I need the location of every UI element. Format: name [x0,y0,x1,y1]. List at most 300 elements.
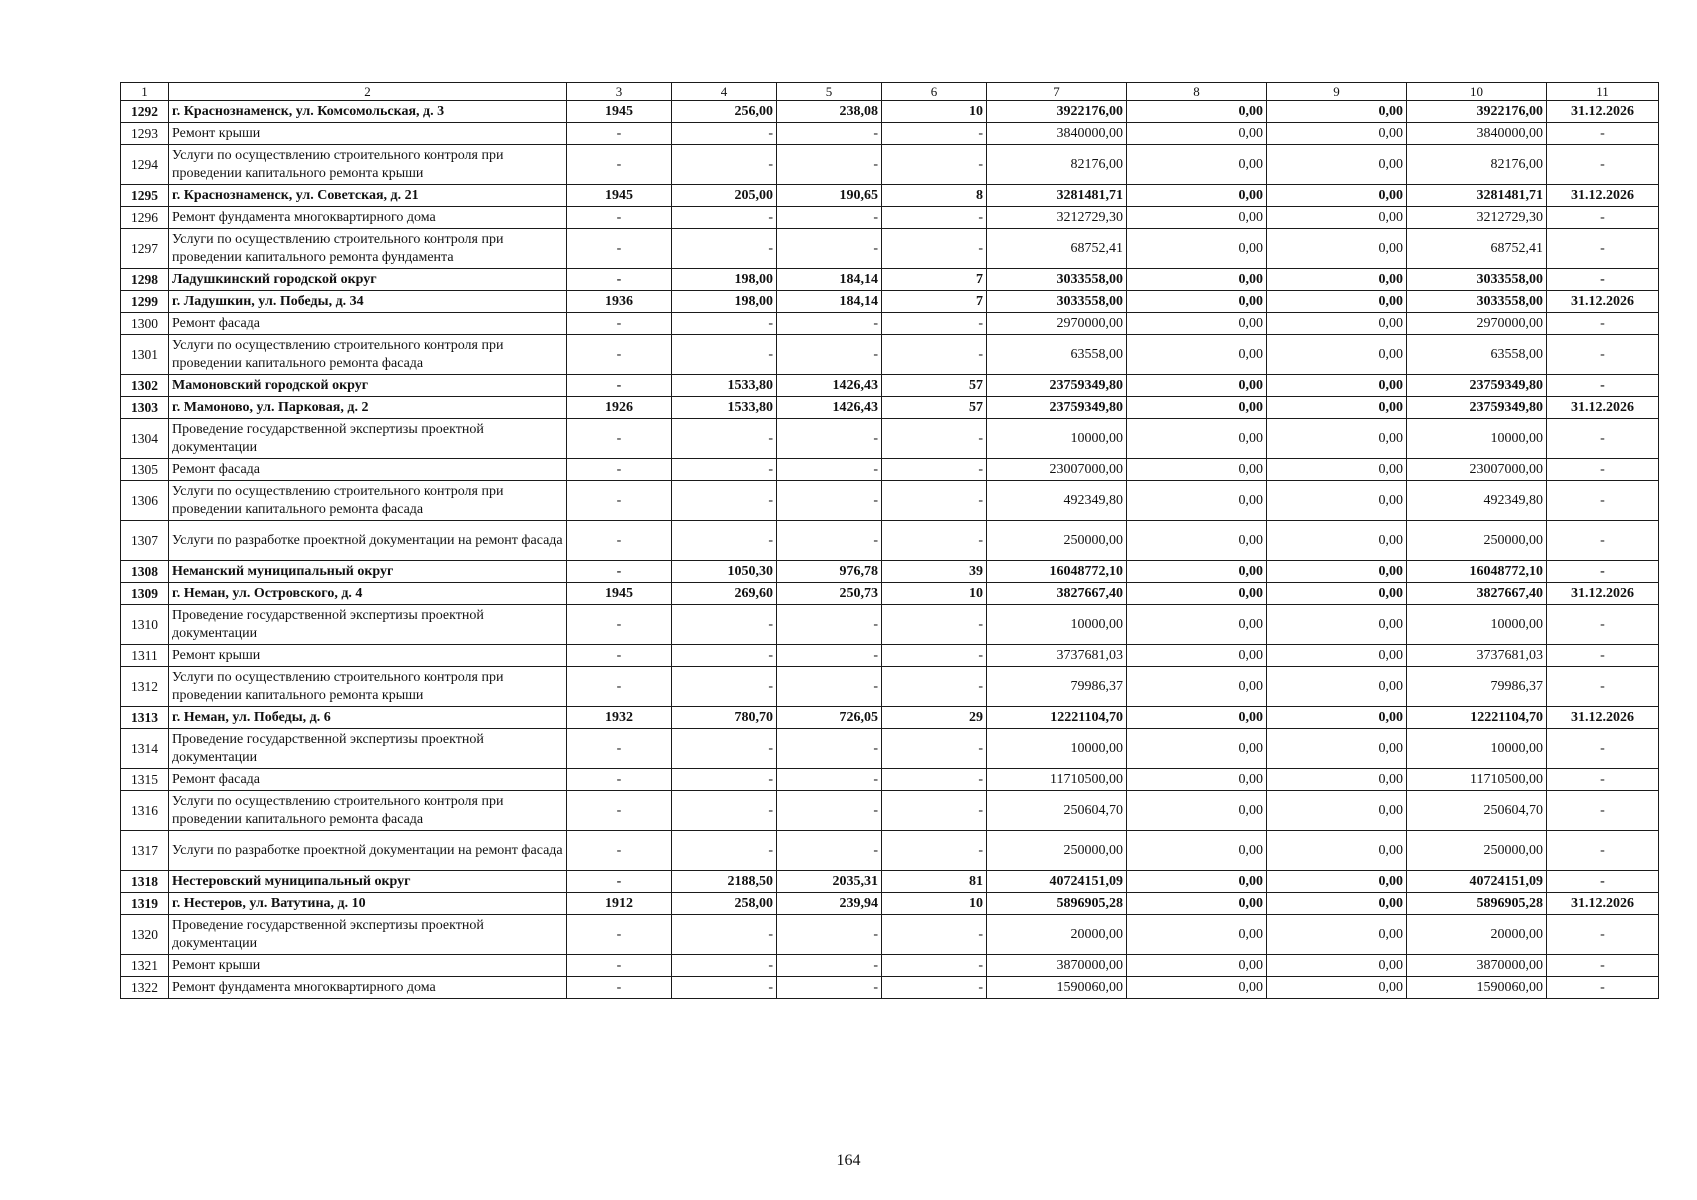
living-area: - [777,459,882,481]
completion-date: - [1547,955,1659,977]
fund-cost: 0,00 [1127,893,1267,915]
total-cost: 40724151,09 [987,871,1127,893]
living-area: 190,65 [777,185,882,207]
completion-date: - [1547,481,1659,521]
row-description: г. Неман, ул. Победы, д. 6 [169,707,567,729]
total-area: 258,00 [672,893,777,915]
living-area: - [777,145,882,185]
row-description: г. Краснознаменск, ул. Комсомольская, д. 3 [169,101,567,123]
living-area: - [777,831,882,871]
build-year: - [567,605,672,645]
fund-cost: 0,00 [1127,419,1267,459]
total-cost: 12221104,70 [987,707,1127,729]
residents-count: - [882,769,987,791]
fund-cost: 0,00 [1127,915,1267,955]
total-area: 198,00 [672,269,777,291]
completion-date: 31.12.2026 [1547,291,1659,313]
residents-count: 29 [882,707,987,729]
fund-cost: 0,00 [1127,375,1267,397]
fund-cost: 0,00 [1127,645,1267,667]
row-description: Мамоновский городской округ [169,375,567,397]
total-cost: 492349,80 [987,481,1127,521]
living-area: 239,94 [777,893,882,915]
column-number-1: 1 [121,83,169,101]
build-year: - [567,915,672,955]
table-row [121,269,1659,291]
row-number: 1292 [121,101,169,123]
fund-cost: 0,00 [1127,605,1267,645]
table-row [121,871,1659,893]
residents-count: - [882,207,987,229]
fund-cost: 0,00 [1127,707,1267,729]
residents-count: - [882,229,987,269]
total-cost: 250000,00 [987,831,1127,871]
total-area: - [672,459,777,481]
residents-count: 39 [882,561,987,583]
living-area: 2035,31 [777,871,882,893]
table-row [121,207,1659,229]
build-year: - [567,375,672,397]
fund-cost: 0,00 [1127,667,1267,707]
fund-cost: 0,00 [1127,955,1267,977]
row-description: Ремонт крыши [169,123,567,145]
residents-count: 7 [882,291,987,313]
completion-date: 31.12.2026 [1547,397,1659,419]
table-row [121,915,1659,955]
fund-cost: 0,00 [1127,729,1267,769]
owners-cost: 10000,00 [1407,419,1547,459]
completion-date: 31.12.2026 [1547,185,1659,207]
completion-date: - [1547,561,1659,583]
budget-cost: 0,00 [1267,605,1407,645]
completion-date: 31.12.2026 [1547,583,1659,605]
residents-count: - [882,915,987,955]
build-year: - [567,831,672,871]
column-number-4: 4 [672,83,777,101]
owners-cost: 20000,00 [1407,915,1547,955]
build-year: - [567,955,672,977]
table-row [121,977,1659,999]
fund-cost: 0,00 [1127,561,1267,583]
completion-date: - [1547,645,1659,667]
residents-count: 10 [882,893,987,915]
row-number: 1311 [121,645,169,667]
owners-cost: 492349,80 [1407,481,1547,521]
row-description: Проведение государственной экспертизы проектной документации [169,729,567,769]
owners-cost: 79986,37 [1407,667,1547,707]
total-cost: 5896905,28 [987,893,1127,915]
fund-cost: 0,00 [1127,831,1267,871]
total-cost: 3212729,30 [987,207,1127,229]
owners-cost: 3840000,00 [1407,123,1547,145]
budget-cost: 0,00 [1267,459,1407,481]
fund-cost: 0,00 [1127,397,1267,419]
row-description: Услуги по разработке проектной документации на ремонт фасада [169,831,567,871]
living-area: - [777,229,882,269]
table-row [121,335,1659,375]
total-area: 1533,80 [672,375,777,397]
total-cost: 3827667,40 [987,583,1127,605]
living-area: 184,14 [777,291,882,313]
total-area: - [672,123,777,145]
completion-date: - [1547,229,1659,269]
column-number-9: 9 [1267,83,1407,101]
completion-date: - [1547,831,1659,871]
total-cost: 79986,37 [987,667,1127,707]
table-row [121,791,1659,831]
living-area: 726,05 [777,707,882,729]
row-description: Неманский муниципальный округ [169,561,567,583]
residents-count: - [882,481,987,521]
build-year: - [567,561,672,583]
capital-repair-table [120,82,1659,999]
living-area: - [777,419,882,459]
completion-date: - [1547,729,1659,769]
residents-count: - [882,419,987,459]
living-area: - [777,605,882,645]
budget-cost: 0,00 [1267,871,1407,893]
total-area: - [672,313,777,335]
owners-cost: 250000,00 [1407,521,1547,561]
table-row [121,707,1659,729]
row-number: 1313 [121,707,169,729]
completion-date: - [1547,269,1659,291]
total-area: 2188,50 [672,871,777,893]
table-row [121,955,1659,977]
table-row [121,729,1659,769]
living-area: - [777,207,882,229]
total-area: - [672,521,777,561]
budget-cost: 0,00 [1267,977,1407,999]
build-year: 1926 [567,397,672,419]
completion-date: 31.12.2026 [1547,101,1659,123]
row-number: 1322 [121,977,169,999]
budget-cost: 0,00 [1267,707,1407,729]
owners-cost: 3870000,00 [1407,955,1547,977]
owners-cost: 68752,41 [1407,229,1547,269]
fund-cost: 0,00 [1127,481,1267,521]
total-cost: 3033558,00 [987,291,1127,313]
budget-cost: 0,00 [1267,397,1407,419]
row-description: Ремонт крыши [169,645,567,667]
completion-date: - [1547,419,1659,459]
total-area: - [672,667,777,707]
build-year: - [567,729,672,769]
row-number: 1303 [121,397,169,419]
row-number: 1308 [121,561,169,583]
build-year: - [567,791,672,831]
fund-cost: 0,00 [1127,123,1267,145]
residents-count: - [882,977,987,999]
fund-cost: 0,00 [1127,583,1267,605]
total-area: 780,70 [672,707,777,729]
total-cost: 250000,00 [987,521,1127,561]
total-area: - [672,791,777,831]
row-description: Ремонт крыши [169,955,567,977]
budget-cost: 0,00 [1267,185,1407,207]
total-area: - [672,955,777,977]
budget-cost: 0,00 [1267,583,1407,605]
build-year: - [567,521,672,561]
row-number: 1306 [121,481,169,521]
build-year: - [567,313,672,335]
owners-cost: 10000,00 [1407,729,1547,769]
build-year: - [567,419,672,459]
residents-count: - [882,791,987,831]
fund-cost: 0,00 [1127,101,1267,123]
build-year: 1945 [567,583,672,605]
living-area: - [777,729,882,769]
row-description: Ремонт фундамента многоквартирного дома [169,207,567,229]
residents-count: 57 [882,375,987,397]
total-area: 256,00 [672,101,777,123]
owners-cost: 3737681,03 [1407,645,1547,667]
table-row [121,605,1659,645]
row-number: 1310 [121,605,169,645]
completion-date: - [1547,313,1659,335]
total-cost: 63558,00 [987,335,1127,375]
total-cost: 3870000,00 [987,955,1127,977]
living-area: - [777,667,882,707]
table-row [121,645,1659,667]
row-number: 1298 [121,269,169,291]
table-row [121,521,1659,561]
owners-cost: 250604,70 [1407,791,1547,831]
owners-cost: 5896905,28 [1407,893,1547,915]
row-number: 1309 [121,583,169,605]
budget-cost: 0,00 [1267,145,1407,185]
row-description: Услуги по осуществлению строительного контроля при проведении капитального ремонта крыши [169,667,567,707]
row-number: 1299 [121,291,169,313]
row-description: Проведение государственной экспертизы проектной документации [169,915,567,955]
column-number-6: 6 [882,83,987,101]
residents-count: - [882,645,987,667]
budget-cost: 0,00 [1267,207,1407,229]
living-area: 1426,43 [777,397,882,419]
build-year: - [567,481,672,521]
row-number: 1297 [121,229,169,269]
owners-cost: 2970000,00 [1407,313,1547,335]
total-cost: 3840000,00 [987,123,1127,145]
total-area: - [672,419,777,459]
total-cost: 23759349,80 [987,375,1127,397]
residents-count: 8 [882,185,987,207]
owners-cost: 40724151,09 [1407,871,1547,893]
row-description: Проведение государственной экспертизы проектной документации [169,419,567,459]
row-description: Услуги по осуществлению строительного контроля при проведении капитального ремонта крыши [169,145,567,185]
row-description: Нестеровский муниципальный округ [169,871,567,893]
row-number: 1315 [121,769,169,791]
build-year: - [567,871,672,893]
total-cost: 23759349,80 [987,397,1127,419]
build-year: - [567,123,672,145]
budget-cost: 0,00 [1267,769,1407,791]
total-area: - [672,831,777,871]
row-description: г. Мамоново, ул. Парковая, д. 2 [169,397,567,419]
total-cost: 68752,41 [987,229,1127,269]
build-year: 1932 [567,707,672,729]
living-area: 976,78 [777,561,882,583]
row-number: 1296 [121,207,169,229]
row-number: 1295 [121,185,169,207]
total-area: - [672,207,777,229]
budget-cost: 0,00 [1267,313,1407,335]
page-number: 164 [836,1152,861,1169]
total-area: - [672,977,777,999]
total-cost: 3033558,00 [987,269,1127,291]
build-year: 1912 [567,893,672,915]
row-description: Ремонт фасада [169,459,567,481]
budget-cost: 0,00 [1267,335,1407,375]
owners-cost: 3281481,71 [1407,185,1547,207]
table-row [121,397,1659,419]
residents-count: 57 [882,397,987,419]
row-description: Проведение государственной экспертизы проектной документации [169,605,567,645]
completion-date: - [1547,667,1659,707]
total-cost: 250604,70 [987,791,1127,831]
living-area: 250,73 [777,583,882,605]
total-area: 1533,80 [672,397,777,419]
living-area: 1426,43 [777,375,882,397]
total-area: - [672,145,777,185]
column-number-5: 5 [777,83,882,101]
owners-cost: 23759349,80 [1407,375,1547,397]
table-row [121,313,1659,335]
total-cost: 3281481,71 [987,185,1127,207]
total-cost: 16048772,10 [987,561,1127,583]
residents-count: - [882,729,987,769]
living-area: - [777,977,882,999]
table-row [121,459,1659,481]
table-body [121,83,1659,999]
fund-cost: 0,00 [1127,521,1267,561]
row-number: 1320 [121,915,169,955]
living-area: - [777,313,882,335]
total-area: - [672,605,777,645]
fund-cost: 0,00 [1127,871,1267,893]
row-description: Ремонт фундамента многоквартирного дома [169,977,567,999]
completion-date: - [1547,459,1659,481]
table-row [121,481,1659,521]
row-description: Ремонт фасада [169,313,567,335]
row-description: Услуги по осуществлению строительного контроля при проведении капитального ремонта фасада [169,791,567,831]
row-number: 1301 [121,335,169,375]
row-number: 1312 [121,667,169,707]
total-area: - [672,481,777,521]
completion-date: - [1547,769,1659,791]
table-row [121,375,1659,397]
total-cost: 20000,00 [987,915,1127,955]
owners-cost: 3827667,40 [1407,583,1547,605]
row-description: Ремонт фасада [169,769,567,791]
build-year: - [567,977,672,999]
completion-date: - [1547,521,1659,561]
living-area: 238,08 [777,101,882,123]
total-area: 1050,30 [672,561,777,583]
build-year: 1936 [567,291,672,313]
row-number: 1300 [121,313,169,335]
owners-cost: 16048772,10 [1407,561,1547,583]
owners-cost: 82176,00 [1407,145,1547,185]
build-year: - [567,207,672,229]
total-area: - [672,729,777,769]
table-row [121,769,1659,791]
owners-cost: 250000,00 [1407,831,1547,871]
completion-date: - [1547,145,1659,185]
budget-cost: 0,00 [1267,561,1407,583]
table-row [121,831,1659,871]
fund-cost: 0,00 [1127,977,1267,999]
row-number: 1307 [121,521,169,561]
residents-count: 10 [882,101,987,123]
row-number: 1293 [121,123,169,145]
budget-cost: 0,00 [1267,729,1407,769]
row-number: 1318 [121,871,169,893]
owners-cost: 10000,00 [1407,605,1547,645]
owners-cost: 3033558,00 [1407,291,1547,313]
row-description: г. Ладушкин, ул. Победы, д. 34 [169,291,567,313]
fund-cost: 0,00 [1127,459,1267,481]
living-area: - [777,955,882,977]
row-description: Услуги по осуществлению строительного контроля при проведении капитального ремонта фундамента [169,229,567,269]
residents-count: - [882,335,987,375]
column-number-3: 3 [567,83,672,101]
row-description: Услуги по осуществлению строительного контроля при проведении капитального ремонта фасада [169,335,567,375]
living-area: - [777,335,882,375]
living-area: - [777,123,882,145]
build-year: - [567,145,672,185]
residents-count: 7 [882,269,987,291]
budget-cost: 0,00 [1267,667,1407,707]
owners-cost: 12221104,70 [1407,707,1547,729]
row-number: 1314 [121,729,169,769]
row-description: Ладушкинский городской округ [169,269,567,291]
living-area: 184,14 [777,269,882,291]
budget-cost: 0,00 [1267,123,1407,145]
total-area: - [672,645,777,667]
table-row [121,893,1659,915]
owners-cost: 3212729,30 [1407,207,1547,229]
build-year: 1945 [567,101,672,123]
column-number-row [121,83,1659,101]
column-number-7: 7 [987,83,1127,101]
fund-cost: 0,00 [1127,335,1267,375]
fund-cost: 0,00 [1127,185,1267,207]
build-year: 1945 [567,185,672,207]
row-description: Услуги по осуществлению строительного контроля при проведении капитального ремонта фасада [169,481,567,521]
row-number: 1319 [121,893,169,915]
table-row [121,419,1659,459]
completion-date: - [1547,375,1659,397]
owners-cost: 3922176,00 [1407,101,1547,123]
table-row [121,185,1659,207]
column-number-11: 11 [1547,83,1659,101]
row-number: 1304 [121,419,169,459]
build-year: - [567,645,672,667]
residents-count: 10 [882,583,987,605]
residents-count: - [882,521,987,561]
build-year: - [567,269,672,291]
build-year: - [567,335,672,375]
completion-date: - [1547,871,1659,893]
residents-count: - [882,955,987,977]
total-cost: 3737681,03 [987,645,1127,667]
build-year: - [567,769,672,791]
living-area: - [777,481,882,521]
row-number: 1305 [121,459,169,481]
table-row [121,583,1659,605]
total-area: 269,60 [672,583,777,605]
